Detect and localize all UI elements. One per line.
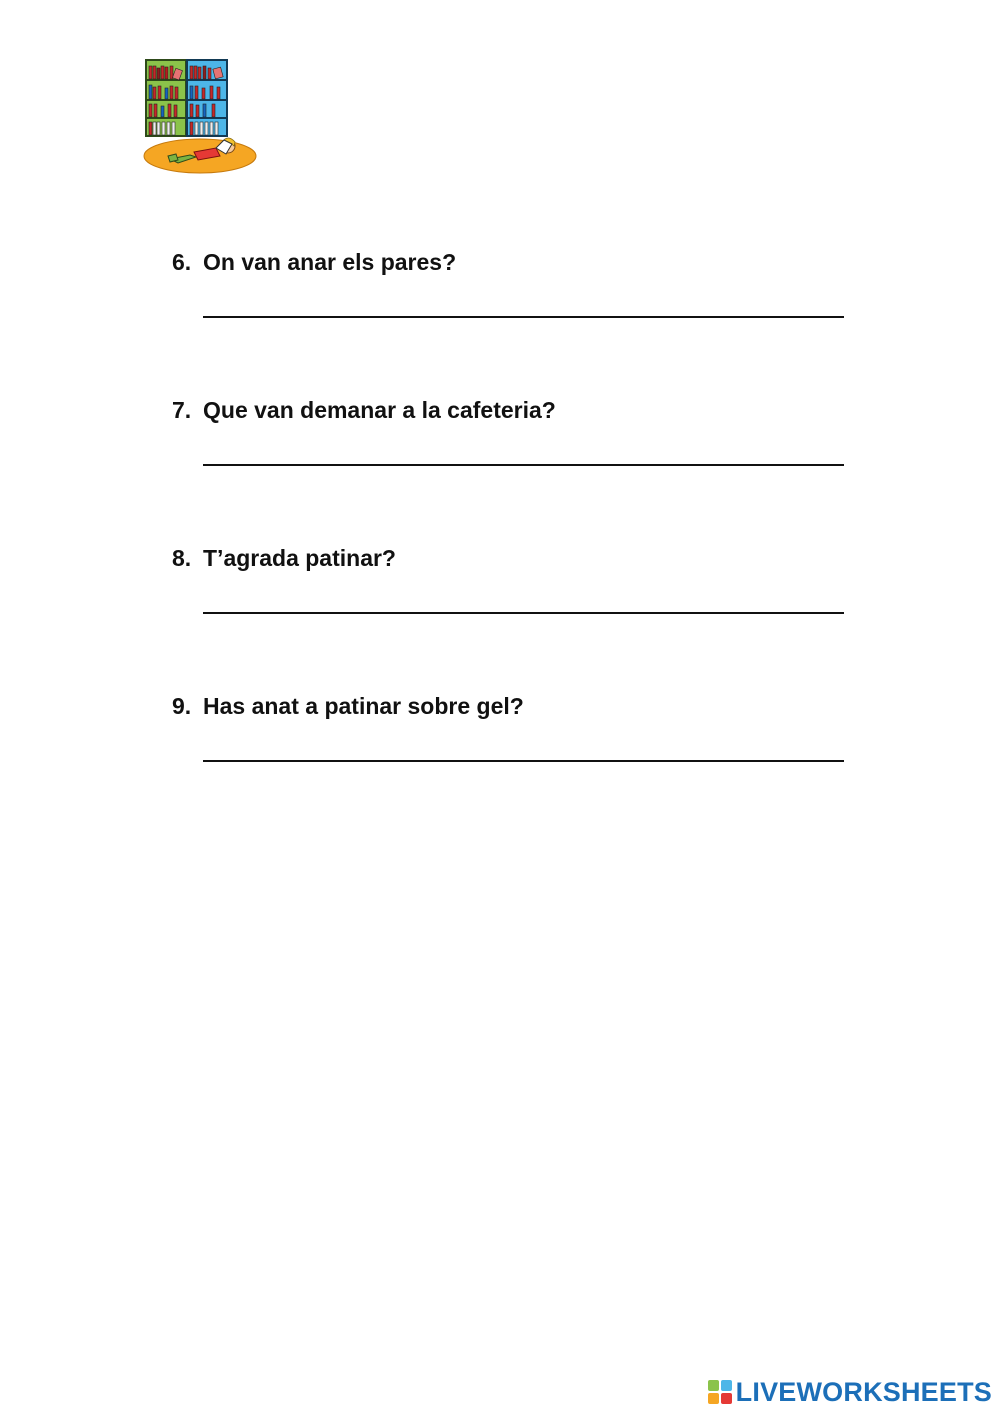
brand-name: LIVEWORKSHEETS	[735, 1377, 992, 1407]
question-item	[172, 544, 862, 572]
question-number: 8.	[172, 545, 192, 571]
question-item	[172, 692, 862, 720]
answer-field[interactable]	[203, 586, 844, 614]
question-row	[172, 692, 862, 720]
answer-field[interactable]	[203, 438, 844, 466]
question-item	[172, 396, 862, 424]
question-number: 7.	[172, 397, 192, 423]
library-reading-child-icon	[140, 56, 262, 178]
question-text: Has anat a patinar sobre gel?	[203, 693, 524, 719]
question-text: On van anar els pares?	[203, 249, 457, 275]
answer-field[interactable]	[203, 290, 844, 318]
question-row	[172, 396, 862, 424]
question-item	[172, 248, 862, 276]
question-row	[172, 544, 862, 572]
question-row	[172, 248, 862, 276]
question-text: Que van demanar a la cafeteria?	[203, 397, 556, 423]
brand-logo-icon	[708, 1380, 732, 1404]
brand-watermark	[708, 1377, 992, 1407]
brand-mark-tile	[708, 1393, 719, 1404]
question-number: 6.	[172, 249, 192, 275]
answer-field[interactable]	[203, 734, 844, 762]
question-text: T’agrada patinar?	[203, 545, 396, 571]
question-number: 9.	[172, 693, 192, 719]
brand-mark-tile	[708, 1380, 719, 1391]
brand-mark-tile	[721, 1393, 732, 1404]
brand-mark-tile	[721, 1380, 732, 1391]
